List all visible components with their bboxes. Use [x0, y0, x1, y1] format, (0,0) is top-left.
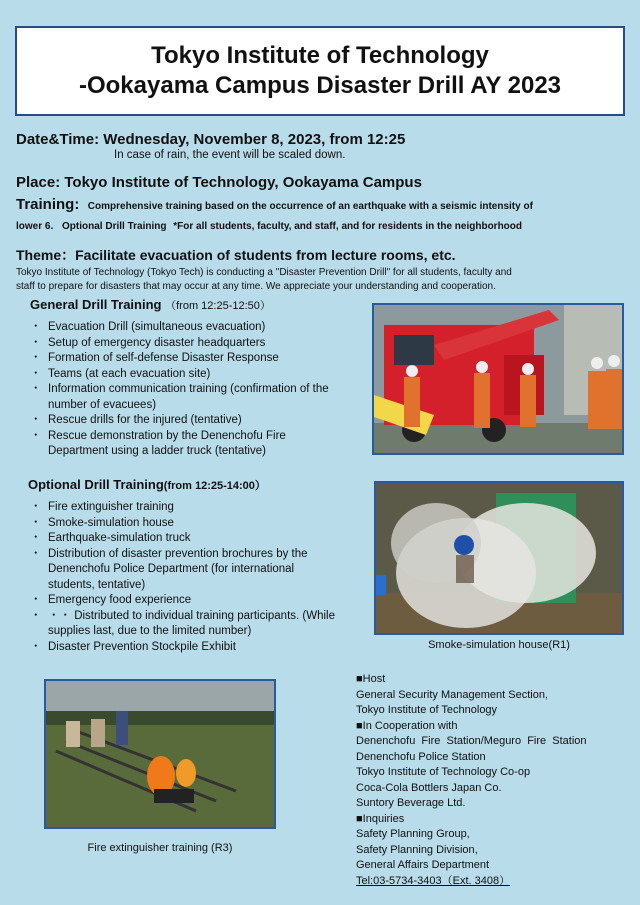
optional-heading-text: Optional Drill Training [28, 477, 164, 492]
info-block [356, 672, 614, 889]
optional-list [32, 500, 337, 655]
coop-line-2: Denenchofu Police Station [356, 750, 486, 763]
inquiries-line-1: Safety Planning Group, [356, 828, 470, 840]
coop-line-3: Tokyo Institute of Technology Co-op [356, 766, 531, 778]
photo-fire-extinguisher [44, 679, 276, 829]
training-text-2a: lower 6. [16, 221, 54, 232]
list-item: ・ ・・ Distributed to individual training participants. (While supplies last, due to the limited number) [32, 609, 337, 640]
title-line-2: -Ookayama Campus Disaster Drill AY 2023 [78, 72, 562, 99]
intro-line-1: Tokyo Institute of Technology (Tokyo Tech) is conducting a "Disaster Prevention Drill" for all students, faculty and [16, 267, 512, 278]
photo-ladder-truck [372, 303, 624, 455]
list-item: ・ Distribution of disaster prevention brochures by the Denenchofu Police Department (for international students, tentative) [32, 547, 337, 594]
list-item: ・ Earthquake-simulation truck [32, 531, 337, 547]
theme-text: Facilitate evacuation of students from lecture rooms, etc. [75, 247, 456, 263]
smoke-house-illustration [376, 483, 624, 635]
optional-heading [28, 477, 266, 493]
title-line-1: Tokyo Institute of Technology [151, 42, 489, 69]
list-item: ・ Formation of self-defense Disaster Response [32, 351, 342, 367]
training-line-2 [16, 221, 626, 232]
coop-line-5: Suntory Beverage Ltd. [356, 797, 466, 809]
fire-extinguisher-illustration [46, 681, 276, 829]
list-item: ・ Fire extinguisher training [32, 500, 337, 516]
list-item: ・ Teams (at each evacuation site) [32, 367, 342, 383]
coop-line-1: Denenchofu Fire Station/Meguro Fire Station [356, 735, 587, 747]
general-heading [30, 297, 271, 313]
photo-smoke-house [374, 481, 624, 635]
inquiries-line-2: Safety Planning Division, [356, 843, 478, 856]
ladder-truck-illustration [374, 305, 624, 455]
coop-label: ■ In Cooperation with [356, 719, 614, 735]
host-line-1: General Security Management Section, [356, 688, 548, 701]
list-item: ・ Information communication training (confirmation of the number of evacuees) [32, 382, 342, 413]
theme-label: Theme [16, 247, 62, 263]
caption-smoke: Smoke-simulation house(R1) [428, 639, 570, 651]
intro-line-2: staff to prepare for disasters that may occur at any time. We appreciate your understanding and cooperation. [16, 281, 496, 292]
coop-line-4: Coca-Cola Bottlers Japan Co. [356, 781, 502, 794]
training-text-2b: Optional Drill Training [62, 221, 167, 232]
caption-fire: Fire extinguisher training (R3) [87, 842, 233, 854]
datetime-note: In case of rain, the event will be scaled down. [114, 149, 346, 161]
theme-line [16, 245, 456, 265]
training-text-2c: *For all students, faculty, and staff, and for residents in the neighborhood [173, 221, 522, 232]
theme-sep: ： [61, 247, 76, 263]
optional-time: (from 12:25-14:00） [163, 480, 266, 492]
list-item: ・ Rescue demonstration by the Denenchofu Fire Department using a ladder truck (tentative) [32, 429, 342, 460]
general-heading-text: General Drill Training [30, 297, 162, 312]
inquiries-label: ■ Inquiries [356, 812, 614, 828]
intro-text [16, 266, 512, 294]
title-box [15, 26, 625, 116]
host-label: ■ Host [356, 672, 614, 688]
tel-link[interactable]: Tel:03-5734-3403（Ext. 3408） [356, 874, 511, 887]
training-text-1: Comprehensive training based on the occurrence of an earthquake with a seismic intensity of [87, 201, 533, 212]
list-item: ・ Emergency food experience [32, 593, 337, 609]
host-line-2: Tokyo Institute of Technology [356, 704, 498, 716]
list-item: ・ Rescue drills for the injured (tentative) [32, 413, 342, 429]
training-label: Training: [16, 196, 80, 213]
general-list [32, 320, 342, 460]
inquiries-line-3: General Affairs Department [356, 859, 490, 871]
datetime-label: Date&Time: Wednesday, November 8, 2023, from 12:25 [16, 131, 406, 148]
place-label: Place: Tokyo Institute of Technology, Ookayama Campus [16, 174, 422, 191]
list-item: ・ Disaster Prevention Stockpile Exhibit [32, 640, 337, 656]
list-item: ・ Setup of emergency disaster headquarters [32, 336, 342, 352]
general-time: （from 12:25-12:50） [165, 300, 271, 312]
list-item: ・ Smoke-simulation house [32, 516, 337, 532]
list-item: ・ Evacuation Drill (simultaneous evacuation) [32, 320, 342, 336]
training-block [16, 196, 626, 214]
